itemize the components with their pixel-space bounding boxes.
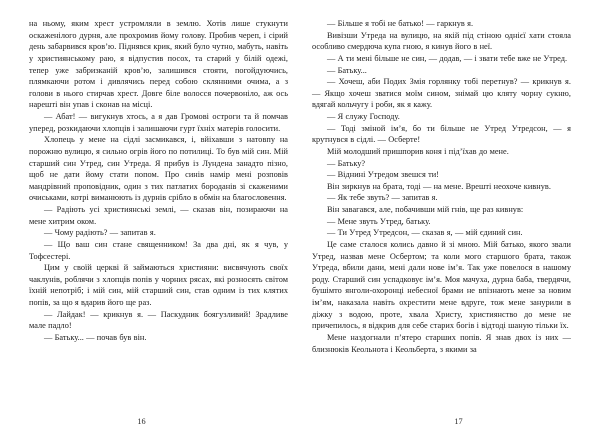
page-number-right: 17 bbox=[454, 417, 463, 426]
paragraph: — Батьку... — почав був він. bbox=[44, 332, 147, 342]
page-number-left: 16 bbox=[137, 417, 146, 426]
paragraph: Цим у своїй церкві й займаються християни: висвячують своїх чаклунів, роблячи з хлопців попів у чорних рясах, які розносять світом їхній непотріб; і мій син, мій старший син, став одним із тих клятих попів, за що я вдарив його ще раз. bbox=[29, 263, 288, 307]
paragraph: Це саме сталося колись давно й зі мною. Мій батько, якого звали Утред, назвав мене Осбертом; та коли мого старшого брата, також Утреда, вбили дани, мені дали нове ім’я. Так уже повелося в нашому роду. Старший син успадковує ім’я. Моя мачуха, дурна баба, твердячи, бушімто янголи-охоронці небесної брами не впізнають мене за новим ім’ям, наказала навіть охрестити мене вдруге, тож мене занурили в діжку з водою, проте, хвала Христу, християнство до мене не причепилось, я відкрив для себе старих богів і відтоді шаную тільки їх. bbox=[312, 239, 571, 331]
paragraph: — Тоді зміной ім’я, бо ти більше не Утред Утредсон, — я крутнувся в сідлі. — Осберте! bbox=[312, 123, 571, 145]
paragraph: — Віднині Утредом звешся ти! bbox=[327, 170, 439, 180]
paragraph: — Мене звуть Утред, батьку. bbox=[327, 216, 431, 226]
paragraph: Він завагався, але, побачивши мій гнів, ще раз кивнув: bbox=[327, 205, 524, 214]
paragraph: Мене наздогнали п’ятеро старших попів. Я знав двох із них — близнюків Кеольнота і Кеольберта, з якими за bbox=[312, 332, 571, 354]
page-right bbox=[300, 0, 600, 444]
paragraph: — Як тебе звуть? — запитав я. bbox=[327, 193, 438, 203]
paragraph: — Абат! — вигукнув хтось, а я дав Громові остроги та й помчав уперед, розкидаючи хлопців і залишаючи гурт їхніх матерів голосити. bbox=[29, 112, 288, 133]
paragraph: Хлопець у мене на сідлі засмикався, і, вйіхавши з натовпу на порожню вулицю, я сильно огрів його по потилиці. То був мій син. Мій старший син Утред, син Утреда. Я прибув із Лундена занадто пізно, щоб не дати йому стати попом. Про синів намір мені розповів мандрівний проповідник, один з тих патлатих бороданів зі скаженими очиськами, котрі виманюють із дурнів срібло в обмін на благословення. bbox=[29, 135, 288, 203]
paragraph: — Більше я тобі не батько! — гаркнув я. bbox=[327, 19, 474, 28]
paragraph: — А ти мені більше не син, — додав, — і звати тебе вже не Утред. bbox=[327, 53, 568, 63]
paragraph: — Що ваш син стане священником! За два дні, як я чув, у Тофсестері. bbox=[29, 239, 288, 261]
paragraph: на ньому, яким хрест устромляли в землю. Хотів лише стукнути оскаженілого дурня, але прохромив йому голову. Пробив череп, і сірий день забарвився кров’ю. Піднявся крик, який було чутно, мабуть, навіть у християнському раю, я відпустив посох, та старий у білій одежі, тепер уже забризканій кров’ю, залишився стояти, погойдуючись, плямкаючи ротом і дивлячись перед собою склянними очима, а з голови в нього стирчав хрест. Довге біле волосся почервоніло, аж ось нарешті він упав і сконав на місці. bbox=[29, 19, 288, 110]
page-right-textblock bbox=[312, 18, 571, 355]
paragraph: — Хочеш, аби Подих Змія горлянку тобі перетнув? — крикнув я. — Якщо хочеш зватися моїм сином, знімай цю кляту чорну сукню, вдягай кольчугу і роби, як я кажу. bbox=[312, 77, 571, 110]
paragraph: — Батьку? bbox=[327, 158, 366, 168]
paragraph: — Радіють усі християнські землі, — сказав він, позираючи на мене хитрим оком. bbox=[29, 205, 288, 226]
paragraph: — Ти Утред Утредсон, — сказав я, — мій єдиний син. bbox=[327, 228, 523, 238]
paragraph: Він зиркнув на брата, тоді — на мене. Врешті неохоче кивнув. bbox=[327, 181, 551, 191]
paragraph: — Лайдак! — крикнув я. — Паскудник боягузливий! Зрадливе мале падло! bbox=[29, 309, 288, 331]
paragraph: Вивізши Утреда на вулицю, на якій під стіною однієї хати стояла особливо смердюча купа гною, я кинув його в неї. bbox=[312, 30, 571, 52]
paragraph: — Чому радіють? — запитав я. bbox=[44, 228, 156, 238]
paragraph: — Батьку... bbox=[327, 65, 367, 75]
paragraph: — Я служу Господу. bbox=[327, 112, 400, 121]
paragraph: Мій молодший пришпорив коня і під’їхав до мене. bbox=[327, 146, 509, 156]
page-left-textblock bbox=[29, 18, 288, 344]
